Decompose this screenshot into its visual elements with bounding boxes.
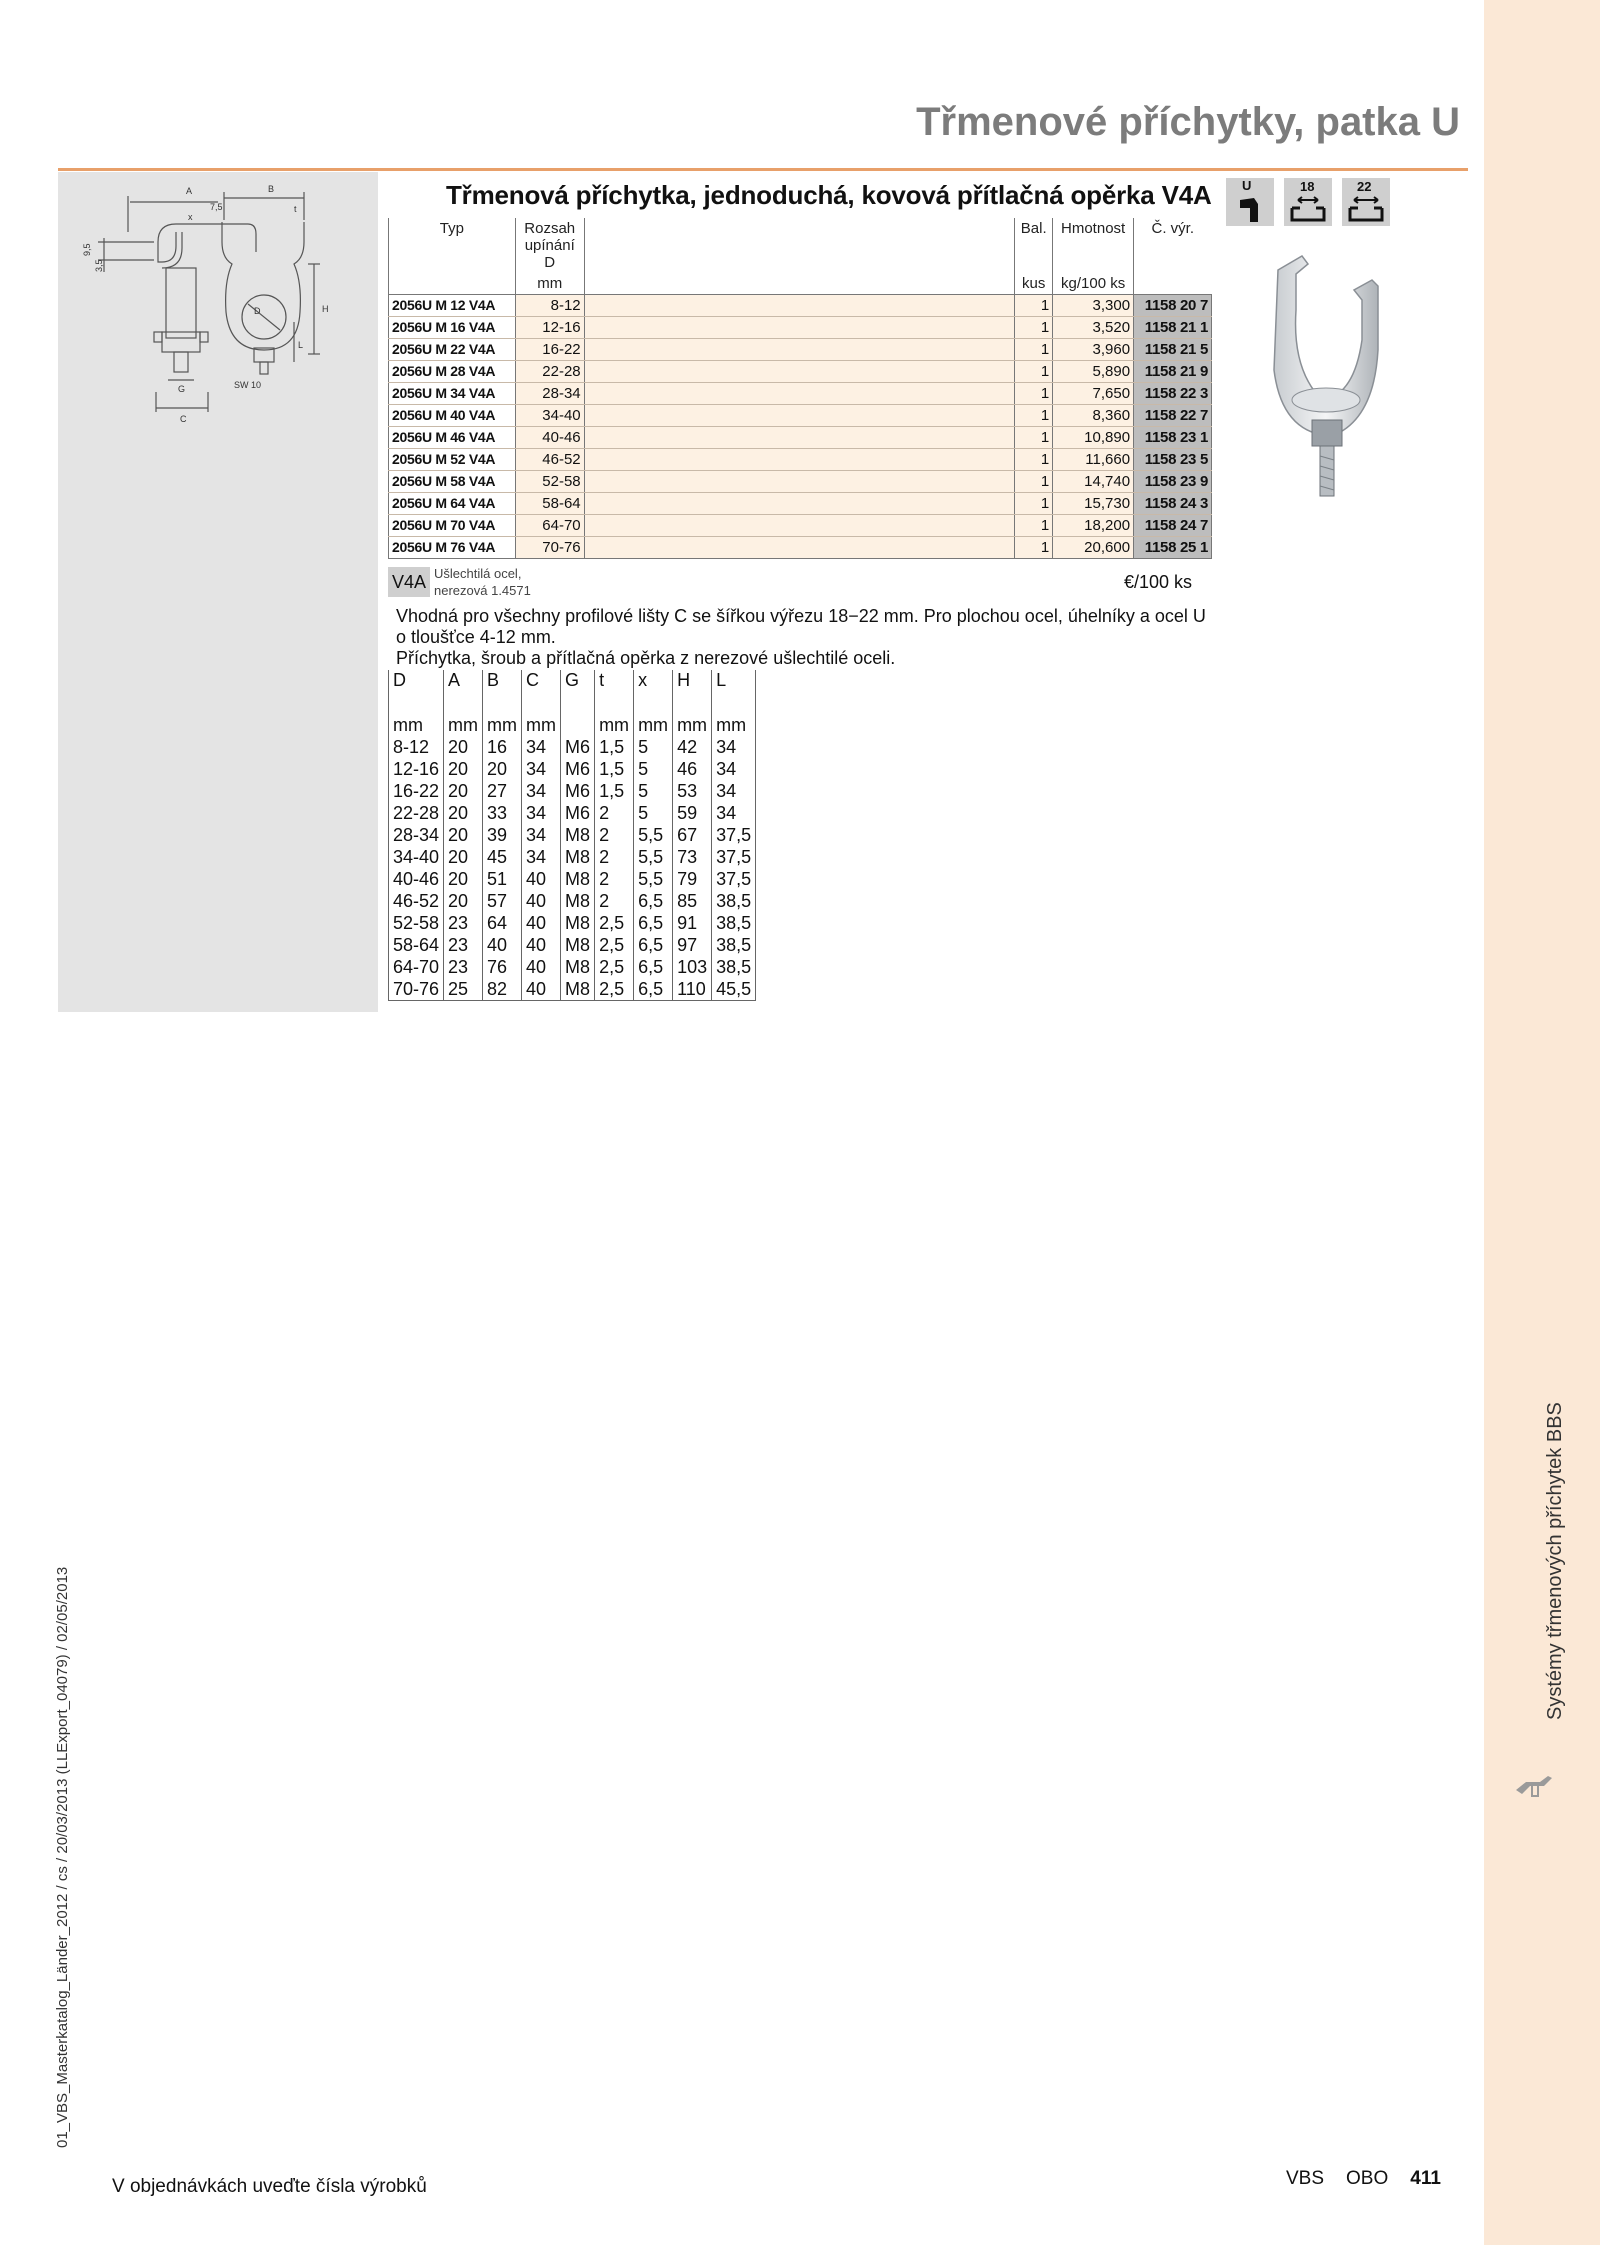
article-cell: 1158 21 5: [1134, 339, 1212, 361]
dim-cell: 53: [673, 780, 712, 802]
dim-cell: 103: [673, 956, 712, 978]
u-foot-label: U: [1242, 178, 1252, 193]
rail-18-icon: [1284, 178, 1332, 226]
dim-row: [389, 868, 756, 890]
blank-cell: [584, 471, 1015, 493]
dim-cell: 110: [673, 978, 712, 1001]
label-sw: SW 10: [234, 380, 262, 390]
weight-cell: 20,600: [1053, 537, 1134, 559]
col-type-header: Typ: [389, 218, 516, 273]
order-row: [389, 361, 1212, 383]
dim-cell: 5,5: [634, 846, 673, 868]
order-row: [389, 537, 1212, 559]
dim-cell: 5,5: [634, 824, 673, 846]
range-cell: 64-70: [515, 515, 584, 537]
pack-cell: 1: [1015, 493, 1053, 515]
dim-cell: 42: [673, 736, 712, 758]
weight-cell: 15,730: [1053, 493, 1134, 515]
dim-row: [389, 824, 756, 846]
dim-header: A: [444, 670, 483, 694]
dim-cell: M6: [561, 802, 595, 824]
article-cell: 1158 22 3: [1134, 383, 1212, 405]
order-row: [389, 471, 1212, 493]
pack-cell: 1: [1015, 515, 1053, 537]
col-pack-header: Bal.: [1015, 218, 1053, 273]
type-cell: 2056U M 40 V4A: [389, 405, 516, 427]
dim-cell: 20: [444, 802, 483, 824]
dim-cell: 5: [634, 780, 673, 802]
dim-cell: M8: [561, 868, 595, 890]
dim-cell: 23: [444, 912, 483, 934]
dim-cell: 16: [483, 736, 522, 758]
label-b: B: [268, 184, 275, 194]
label-l: L: [298, 340, 304, 350]
product-title: Třmenová příchytka, jednoduchá, kovová přítlačná opěrka V4A: [446, 180, 1212, 210]
article-cell: 1158 20 7: [1134, 295, 1212, 317]
price-unit: €/100 ks: [1124, 572, 1193, 592]
dim-cell: 40: [522, 956, 561, 978]
dim-cell: 16-22: [389, 780, 444, 802]
type-cell: 2056U M 70 V4A: [389, 515, 516, 537]
pack-cell: 1: [1015, 317, 1053, 339]
dim-cell: 34: [712, 758, 756, 780]
dim-cell: 52-58: [389, 912, 444, 934]
catalog-meta: 01_VBS_Masterkatalog_Länder_2012 / cs / 20/03/2013 (LLExport_04079) / 02/05/2013: [54, 1566, 71, 2148]
type-cell: 2056U M 52 V4A: [389, 449, 516, 471]
weight-cell: 3,960: [1053, 339, 1134, 361]
dim-cell: 20: [444, 868, 483, 890]
dim-cell: 40: [522, 978, 561, 1001]
blank-cell: [584, 427, 1015, 449]
dim-header: D: [389, 670, 444, 694]
dim-cell: 97: [673, 934, 712, 956]
article-cell: 1158 23 1: [1134, 427, 1212, 449]
dim-row: [389, 736, 756, 758]
dim-cell: 34: [522, 780, 561, 802]
label-t: t: [294, 204, 297, 214]
col-weight-header: Hmotnost: [1053, 218, 1134, 273]
blank-cell: [584, 449, 1015, 471]
dim-cell: 20: [444, 780, 483, 802]
footer-brand-obo: OBO: [1346, 2168, 1389, 2189]
order-row: [389, 493, 1212, 515]
range-cell: 52-58: [515, 471, 584, 493]
dim-unit: mm: [444, 694, 483, 736]
dim-cell: 38,5: [712, 890, 756, 912]
pack-cell: 1: [1015, 405, 1053, 427]
dim-unit: mm: [673, 694, 712, 736]
material-line2: nerezová 1.4571: [434, 583, 531, 598]
dim-unit: [561, 694, 595, 736]
weight-cell: 10,890: [1053, 427, 1134, 449]
dim-cell: 67: [673, 824, 712, 846]
dim-cell: 57: [483, 890, 522, 912]
range-header-line2: upínání D: [524, 237, 575, 271]
dim-cell: 38,5: [712, 912, 756, 934]
type-cell: 2056U M 28 V4A: [389, 361, 516, 383]
dim-cell: 20: [483, 758, 522, 780]
dim-cell: 2: [595, 868, 634, 890]
type-cell: 2056U M 22 V4A: [389, 339, 516, 361]
order-row: [389, 383, 1212, 405]
dim-cell: 6,5: [634, 890, 673, 912]
pack-unit: kus: [1015, 273, 1053, 295]
dim-cell: 6,5: [634, 978, 673, 1001]
dim-cell: 33: [483, 802, 522, 824]
dim-cell: M8: [561, 846, 595, 868]
range-cell: 40-46: [515, 427, 584, 449]
dim-cell: 2,5: [595, 912, 634, 934]
material-line1: Ušlechtilá ocel,: [434, 566, 522, 581]
dim-cell: 20: [444, 736, 483, 758]
page-number: 411: [1410, 2168, 1441, 2189]
right-sidebar: [1484, 0, 1600, 2245]
type-cell: 2056U M 34 V4A: [389, 383, 516, 405]
blank-cell: [584, 339, 1015, 361]
dim-cell: 46: [673, 758, 712, 780]
col-article-header: Č. výr.: [1151, 220, 1195, 237]
dim-cell: 40: [522, 868, 561, 890]
dim-header: B: [483, 670, 522, 694]
label-a: A: [186, 186, 193, 196]
blank-unit: [584, 273, 1015, 295]
article-cell: 1158 21 1: [1134, 317, 1212, 339]
clip-logo-icon: [1512, 1772, 1556, 1798]
dim-cell: 46-52: [389, 890, 444, 912]
dim-cell: 64: [483, 912, 522, 934]
article-cell: 1158 25 1: [1134, 537, 1212, 559]
dim-cell: 22-28: [389, 802, 444, 824]
dim-cell: 2: [595, 846, 634, 868]
dim-cell: M8: [561, 824, 595, 846]
page-title: Třmenové příchytky, patka U: [916, 100, 1460, 144]
order-row: [389, 317, 1212, 339]
description-line2: Příchytka, šroub a přítlačná opěrka z nerezové ušlechtilé oceli.: [396, 648, 896, 668]
dim-cell: 34-40: [389, 846, 444, 868]
label-d: D: [254, 306, 261, 316]
label-g: G: [178, 384, 186, 394]
dim-header: L: [712, 670, 756, 694]
dim-cell: M6: [561, 780, 595, 802]
dim-cell: 25: [444, 978, 483, 1001]
dim-cell: 2: [595, 824, 634, 846]
dim-cell: 8-12: [389, 736, 444, 758]
blank-cell: [584, 493, 1015, 515]
description-line1: Vhodná pro všechny profilové lišty C se šířkou výřezu 18−22 mm. Pro plochou ocel, úhelníky a ocel U o tloušťce 4-12 mm.: [396, 606, 1206, 647]
footer-note: V objednávkách uveďte čísla výrobků: [112, 2176, 427, 2197]
dim-cell: M8: [561, 934, 595, 956]
label-h95: 9,5: [82, 243, 92, 256]
label-c: C: [180, 414, 187, 424]
pack-cell: 1: [1015, 537, 1053, 559]
type-cell: 2056U M 76 V4A: [389, 537, 516, 559]
u-foot-icon: [1226, 178, 1274, 226]
rail-18-label: 18: [1300, 179, 1315, 194]
dim-cell: 12-16: [389, 758, 444, 780]
dim-cell: 28-34: [389, 824, 444, 846]
dim-cell: 34: [712, 802, 756, 824]
dim-cell: 64-70: [389, 956, 444, 978]
blank-cell: [584, 537, 1015, 559]
order-row: [389, 339, 1212, 361]
product-description: [396, 606, 1216, 669]
dim-cell: 34: [712, 780, 756, 802]
dim-cell: 45: [483, 846, 522, 868]
dim-cell: 2: [595, 802, 634, 824]
article-cell: 1158 23 9: [1134, 471, 1212, 493]
dim-row: [389, 912, 756, 934]
article-cell: 1158 22 7: [1134, 405, 1212, 427]
dim-cell: M8: [561, 890, 595, 912]
range-cell: 8-12: [515, 295, 584, 317]
weight-cell: 8,360: [1053, 405, 1134, 427]
weight-cell: 3,520: [1053, 317, 1134, 339]
dim-row: [389, 934, 756, 956]
rail-22-label: 22: [1357, 179, 1372, 194]
dim-row: [389, 956, 756, 978]
dim-cell: 58-64: [389, 934, 444, 956]
range-cell: 70-76: [515, 537, 584, 559]
dim-cell: M6: [561, 758, 595, 780]
col-blank-header: [584, 218, 1015, 273]
article-cell: 1158 24 7: [1134, 515, 1212, 537]
dim-cell: 6,5: [634, 912, 673, 934]
range-cell: 16-22: [515, 339, 584, 361]
dim-cell: 5: [634, 736, 673, 758]
dim-cell: 91: [673, 912, 712, 934]
material-badge: V4A: [388, 567, 430, 597]
dim-header: C: [522, 670, 561, 694]
dim-cell: 76: [483, 956, 522, 978]
dim-row: [389, 846, 756, 868]
title-rule: [58, 168, 1468, 171]
footer-brand-vbs: VBS: [1286, 2168, 1325, 2189]
dim-cell: 2: [595, 890, 634, 912]
dim-cell: 82: [483, 978, 522, 1001]
dim-unit: mm: [634, 694, 673, 736]
weight-cell: 5,890: [1053, 361, 1134, 383]
dim-header: x: [634, 670, 673, 694]
dim-cell: 20: [444, 824, 483, 846]
pack-cell: 1: [1015, 427, 1053, 449]
weight-cell: 11,660: [1053, 449, 1134, 471]
rail-22-icon: [1342, 178, 1390, 226]
pack-cell: 1: [1015, 449, 1053, 471]
dim-cell: 1,5: [595, 736, 634, 758]
order-row: [389, 515, 1212, 537]
dim-header: G: [561, 670, 595, 694]
dim-cell: M8: [561, 978, 595, 1001]
dim-cell: 1,5: [595, 758, 634, 780]
article-cell: 1158 21 9: [1134, 361, 1212, 383]
dim-cell: 79: [673, 868, 712, 890]
label-h35: 3,5: [94, 259, 104, 272]
dim-cell: 45,5: [712, 978, 756, 1001]
dim-row: [389, 890, 756, 912]
pack-cell: 1: [1015, 471, 1053, 493]
dim-cell: 34: [522, 758, 561, 780]
dim-cell: 73: [673, 846, 712, 868]
dim-cell: 5: [634, 758, 673, 780]
weight-cell: 18,200: [1053, 515, 1134, 537]
dim-unit: mm: [522, 694, 561, 736]
dim-cell: 34: [522, 824, 561, 846]
label-h: H: [322, 304, 329, 314]
label-dim75: 7,5: [210, 202, 223, 212]
blank-cell: [584, 383, 1015, 405]
dim-cell: 6,5: [634, 934, 673, 956]
dim-row: [389, 802, 756, 824]
dim-cell: M8: [561, 956, 595, 978]
dim-cell: 20: [444, 758, 483, 780]
dim-cell: 27: [483, 780, 522, 802]
dim-row: [389, 758, 756, 780]
range-header-line1: Rozsah: [524, 220, 576, 237]
dim-cell: 37,5: [712, 824, 756, 846]
dim-cell: M6: [561, 736, 595, 758]
dim-unit: mm: [712, 694, 756, 736]
dim-header: t: [595, 670, 634, 694]
order-table: [388, 218, 1212, 559]
dim-cell: 37,5: [712, 846, 756, 868]
dim-cell: 39: [483, 824, 522, 846]
label-x: x: [188, 212, 193, 222]
dim-cell: 2,5: [595, 978, 634, 1001]
dim-cell: 1,5: [595, 780, 634, 802]
dim-cell: 38,5: [712, 934, 756, 956]
dim-cell: M8: [561, 912, 595, 934]
footer-brand: [1286, 2168, 1441, 2190]
blank-cell: [584, 295, 1015, 317]
type-cell: 2056U M 64 V4A: [389, 493, 516, 515]
range-cell: 34-40: [515, 405, 584, 427]
dim-cell: 37,5: [712, 868, 756, 890]
range-unit: mm: [515, 273, 584, 295]
product-photo: [1262, 250, 1392, 500]
weight-unit: kg/100 ks: [1053, 273, 1134, 295]
dim-cell: 34: [522, 736, 561, 758]
dim-cell: 20: [444, 890, 483, 912]
blank-cell: [584, 317, 1015, 339]
order-row: [389, 427, 1212, 449]
dim-cell: 6,5: [634, 956, 673, 978]
range-cell: 58-64: [515, 493, 584, 515]
type-cell: 2056U M 12 V4A: [389, 295, 516, 317]
article-cell: 1158 24 3: [1134, 493, 1212, 515]
dim-cell: 20: [444, 846, 483, 868]
dim-cell: 34: [522, 846, 561, 868]
weight-cell: 3,300: [1053, 295, 1134, 317]
dim-unit: mm: [595, 694, 634, 736]
dim-cell: 40: [522, 890, 561, 912]
dim-cell: 40: [483, 934, 522, 956]
range-cell: 46-52: [515, 449, 584, 471]
dim-cell: 40-46: [389, 868, 444, 890]
dim-cell: 2,5: [595, 934, 634, 956]
range-cell: 28-34: [515, 383, 584, 405]
pack-cell: 1: [1015, 361, 1053, 383]
dim-cell: 34: [712, 736, 756, 758]
dim-cell: 23: [444, 934, 483, 956]
material-text: [434, 565, 531, 599]
dim-row: [389, 978, 756, 1001]
order-row: [389, 449, 1212, 471]
dim-unit: mm: [389, 694, 444, 736]
technical-drawing: [58, 172, 378, 442]
dim-cell: 70-76: [389, 978, 444, 1001]
dim-cell: 2,5: [595, 956, 634, 978]
type-unit: [389, 273, 516, 295]
dim-cell: 23: [444, 956, 483, 978]
range-cell: 22-28: [515, 361, 584, 383]
type-cell: 2056U M 16 V4A: [389, 317, 516, 339]
dim-cell: 51: [483, 868, 522, 890]
side-label: Systémy třmenových příchytek BBS: [1544, 1402, 1566, 1720]
type-cell: 2056U M 46 V4A: [389, 427, 516, 449]
order-row: [389, 295, 1212, 317]
weight-cell: 7,650: [1053, 383, 1134, 405]
dim-cell: 5: [634, 802, 673, 824]
dim-cell: 5,5: [634, 868, 673, 890]
blank-cell: [584, 361, 1015, 383]
dim-row: [389, 780, 756, 802]
dim-cell: 38,5: [712, 956, 756, 978]
article-unit: [1134, 273, 1212, 295]
order-row: [389, 405, 1212, 427]
col-range-header: [515, 218, 584, 273]
pack-cell: 1: [1015, 339, 1053, 361]
dim-cell: 85: [673, 890, 712, 912]
dim-cell: 34: [522, 802, 561, 824]
dim-header: H: [673, 670, 712, 694]
range-cell: 12-16: [515, 317, 584, 339]
weight-cell: 14,740: [1053, 471, 1134, 493]
dim-cell: 40: [522, 912, 561, 934]
pack-cell: 1: [1015, 295, 1053, 317]
dim-unit: mm: [483, 694, 522, 736]
blank-cell: [584, 405, 1015, 427]
type-cell: 2056U M 58 V4A: [389, 471, 516, 493]
blank-cell: [584, 515, 1015, 537]
dim-cell: 59: [673, 802, 712, 824]
pack-cell: 1: [1015, 383, 1053, 405]
dimension-table: [388, 670, 756, 1001]
article-cell: 1158 23 5: [1134, 449, 1212, 471]
dim-cell: 40: [522, 934, 561, 956]
